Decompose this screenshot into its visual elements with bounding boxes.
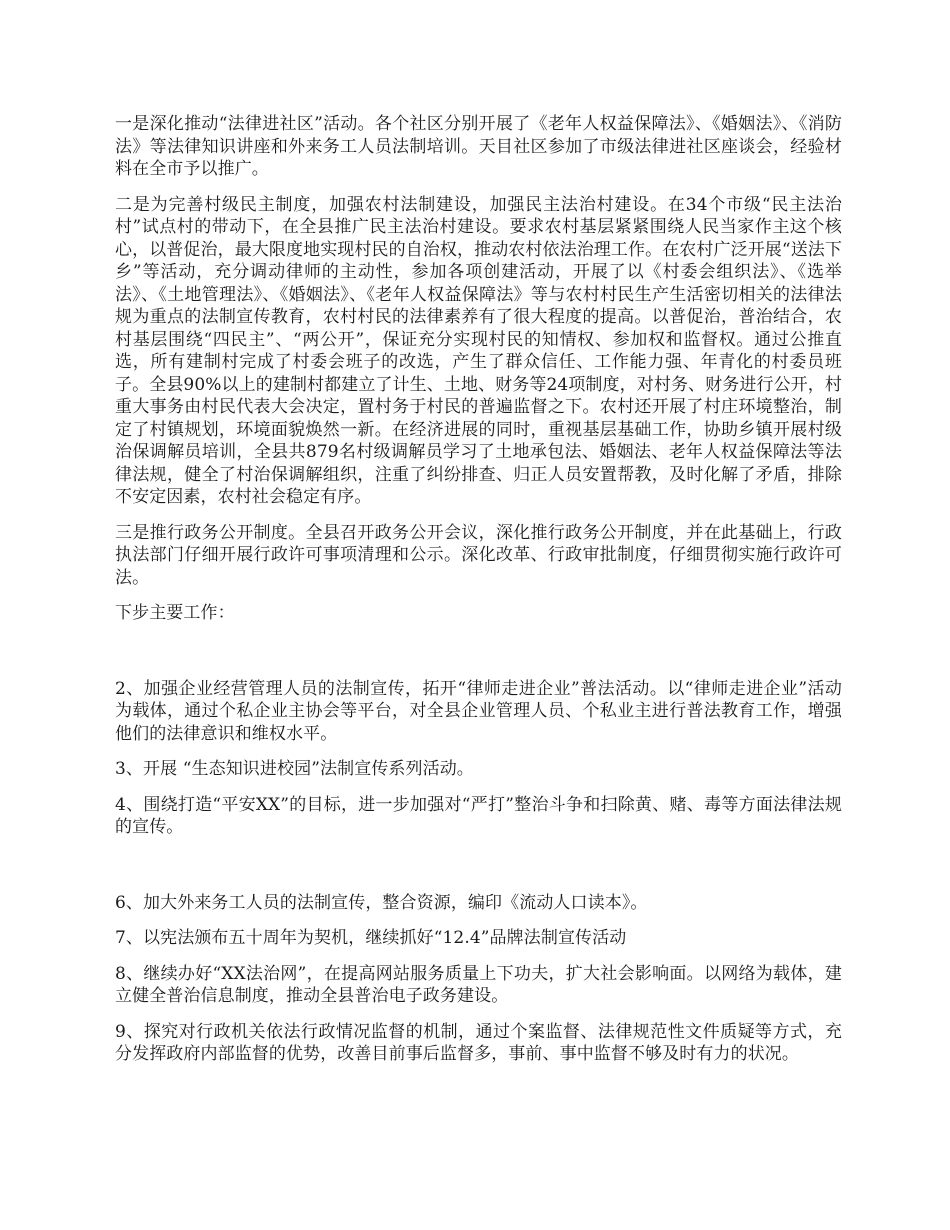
paragraph-item-2: 2、加强企业经营管理人员的法制宣传，拓开“律师走进企业”普法活动。以“律师走进企业”活动为载体，通过个私企业主协会等平台，对全县企业管理人员、个私业主进行普法教育工作，增强他们的法律意识和维权水平。 [115, 678, 842, 744]
paragraph-next-steps-heading: 下步主要工作： [115, 603, 235, 623]
blank-line [115, 638, 842, 678]
paragraph-community-law: 一是深化推动“法律进社区”活动。各个社区分别开展了《老年人权益保障法》、《婚姻法》、《消防法》等法律知识讲座和外来务工人员法制培训。天目社区参加了市级法律进社区座谈会，经验材料在全市予以推广。 [115, 114, 842, 179]
paragraph-item-6: 6、加大外来务工人员的法制宣传，整合资源，编印《流动人口读本》。 [115, 892, 648, 913]
paragraph-item-7: 7、以宪法颁布五十周年为契机，继续抓好“12.4”品牌法制宣传活动 [115, 928, 627, 948]
paragraph-item-4: 4、围绕打造“平安XX”的目标，进一步加强对“严打”整治斗争和扫除黄、赌、毒等方面法律法规的宣传。 [115, 794, 842, 837]
paragraph-village-democracy: 二是为完善村级民主制度，加强农村法制建设，加强民主法治村建设。在34个市级“民主法治村”试点村的带动下，在全县推广民主法治村建设。要求农村基层紧紧围绕人民当家作主这个核心，以普促治，最大限度地实现村民的自治权，推动农村依法治理工作。在农村广泛开展“送法下乡”等活动，充分调动律师的主动性，参加各项创建活动，开展了以《村委会组织法》、《选举法》、《土地管理法》、《婚姻法》、《老年人权益保障法》等与农村村民生产生活密切相关的法律法规为重点的法制宣传教育，农村村民的法律素养有了很大程度的提高。以普促治，普治结合，农村基层围绕“四民主”、“两公开”，保证充分实现村民的知情权、参加权和监督权。通过公推直选，所有建制村完成了村委会班子的改选，产生了群众信任、工作能力强、年青化的村委员班子。全县90%以上的建制村都建立了计生、土地、财务等24项制度，对村务、财务进行公开，村重大事务由村民代表大会决定，置村务于村民的普遍监督之下。农村还开展了村庄环境整治，制定了村镇规划，环境面貌焕然一新。在经济进展的同时，重视基层基础工作，协助乡镇开展村级治保调解员培训，全县共879名村级调解员学习了土地承包法、婚姻法、老年人权益保障法等法律法规，健全了村治保调解组织，注重了纠纷排查、归正人员安置帮教，及时化解了矛盾，排除不安定因素，农村社会稳定有序。 [115, 194, 842, 507]
paragraph-item-8: 8、继续办好“XX法治网”，在提高网站服务质量上下功夫，扩大社会影响面。以网络为载体，建立健全普治信息制度，推动全县普治电子政务建设。 [115, 963, 842, 1006]
paragraph-item-9: 9、探究对行政机关依法行政情况监督的机制，通过个案监督、法律规范性文件质疑等方式，充分发挥政府内部监督的优势，改善目前事后监督多，事前、事中监督不够及时有力的状况。 [115, 1021, 842, 1064]
document-body [115, 113, 842, 1079]
blank-line [115, 852, 842, 892]
paragraph-government-affairs: 三是推行政务公开制度。全县召开政务公开会议，深化推行政务公开制度，并在此基础上，行政执法部门仔细开展行政许可事项清理和公示。深化改革、行政审批制度，仔细贯彻实施行政许可法。 [115, 522, 842, 588]
paragraph-item-3: 3、开展 “生态知识进校园”法制宣传系列活动。 [115, 759, 474, 779]
